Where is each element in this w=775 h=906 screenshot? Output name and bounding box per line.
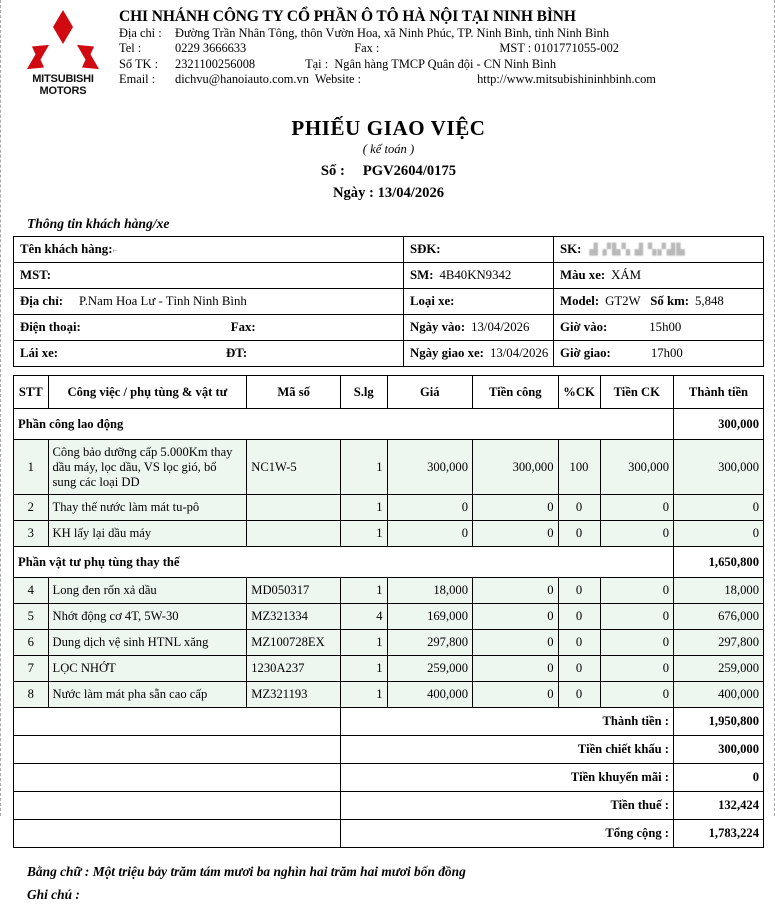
- labor-section-total: 300,000: [674, 409, 764, 440]
- cell-code: MZ321334: [247, 604, 341, 630]
- cell-labor: 300,000: [473, 440, 559, 495]
- gio-vao-label: Giờ vào:: [560, 320, 608, 334]
- cell-code: NC1W-5: [247, 440, 341, 495]
- cell-price: 0: [387, 495, 473, 521]
- cell-labor: 0: [473, 630, 559, 656]
- total-label: Tiền khuyến mãi :: [341, 764, 674, 792]
- table-row[interactable]: [14, 495, 764, 521]
- ngay-vao-value: 13/04/2026: [471, 320, 530, 334]
- cell-mau-xe[interactable]: [554, 263, 764, 289]
- note-label: Ghi chú :: [27, 887, 80, 902]
- email-value[interactable]: dichvu@hanoiauto.com.vn: [175, 72, 309, 87]
- table-row[interactable]: [14, 521, 764, 547]
- parts-section-label: Phần vật tư phụ tùng thay thế: [14, 547, 674, 578]
- bank-value: Ngân hàng TMCP Quân đội - CN Ninh Bình: [334, 56, 557, 71]
- document-subtitle: ( kế toán ): [362, 142, 415, 156]
- bank-label: Tại :: [305, 56, 329, 71]
- table-row[interactable]: [14, 604, 764, 630]
- cell-code: 1230A237: [247, 656, 341, 682]
- fax-label: Fax :: [354, 41, 380, 56]
- logo-text-motors: MOTORS: [39, 85, 87, 97]
- amount-in-words-label: Bằng chữ :: [27, 864, 90, 879]
- document-date-line: [13, 185, 764, 202]
- amount-in-words-line: [27, 860, 764, 883]
- col-labor: Tiền công: [473, 376, 559, 409]
- gio-vao-value: 15h00: [649, 320, 682, 334]
- cell-stt: 3: [14, 521, 49, 547]
- mau-xe-label: Màu xe:: [560, 268, 606, 282]
- cell-price: 169,000: [387, 604, 473, 630]
- address-line: [119, 26, 764, 42]
- total-row-thanh-tien: [14, 708, 764, 736]
- cell-qty: 1: [341, 656, 388, 682]
- cell-price: 0: [387, 521, 473, 547]
- cell-dien-thoai-fax[interactable]: [14, 315, 404, 341]
- cell-code: [247, 521, 341, 547]
- section-header-parts: [14, 547, 764, 578]
- customer-fax-label: Fax:: [230, 320, 256, 334]
- col-code: Mã số: [247, 376, 341, 409]
- tel-value: 0229 3666633: [175, 41, 247, 56]
- col-description: Công việc / phụ tùng & vật tư: [48, 376, 247, 409]
- total-row-tong-cong: [14, 820, 764, 848]
- cell-labor: 0: [473, 578, 559, 604]
- cell-gio-giao[interactable]: [554, 341, 764, 367]
- cell-loai-xe[interactable]: [404, 289, 554, 315]
- logo-text-mitsubishi: MITSUBISHI: [32, 73, 94, 85]
- cell-stt: 4: [14, 578, 49, 604]
- total-value: 132,424: [674, 792, 764, 820]
- table-row: [14, 315, 764, 341]
- document-date-label: Ngày :: [332, 185, 374, 201]
- cell-code: MD050317: [247, 578, 341, 604]
- lai-xe-label: Lái xe:: [20, 346, 59, 360]
- email-website-line: [119, 72, 764, 88]
- document-date-value: 13/04/2026: [377, 185, 445, 201]
- sdk-label: SĐK:: [410, 242, 441, 256]
- company-name: CHI NHÁNH CÔNG TY CỔ PHẦN Ô TÔ HÀ NỘI TẠI NINH BÌNH: [119, 8, 576, 25]
- cell-amount: 0: [674, 495, 764, 521]
- tel-fax-mst-line: [119, 41, 764, 57]
- cell-ck-amount: 300,000: [600, 440, 674, 495]
- cell-customer-name[interactable]: Tên khách hàng:⌐: [14, 237, 404, 263]
- document-title: PHIẾU GIAO VIỆC: [291, 116, 486, 140]
- cell-lai-xe-dt[interactable]: [14, 341, 404, 367]
- cell-stt: 6: [14, 630, 49, 656]
- cell-ck-pct: 100: [558, 440, 600, 495]
- bank-account-value: 2321100256008: [175, 56, 256, 71]
- cell-amount: 18,000: [674, 578, 764, 604]
- cell-ck-amount: 0: [600, 630, 674, 656]
- total-value: 1,783,224: [674, 820, 764, 848]
- document-number-value: PGV2604/0175: [362, 163, 457, 179]
- total-label: Thành tiền :: [341, 708, 674, 736]
- bank-account-label: Số TK :: [119, 56, 159, 71]
- cell-ck-pct: 0: [558, 630, 600, 656]
- mitsubishi-three-diamond-icon: [26, 10, 100, 72]
- cell-stt: 2: [14, 495, 49, 521]
- total-value: 0: [674, 764, 764, 792]
- cell-code: MZ321193: [247, 682, 341, 708]
- cell-labor: 0: [473, 495, 559, 521]
- cell-description: Công bảo dưỡng cấp 5.000Km thay dầu máy, lọc dầu, VS lọc gió, bổ sung các loại DD: [48, 440, 247, 495]
- total-label: Tổng cộng :: [341, 820, 674, 848]
- ngay-giao-xe-label: Ngày giao xe:: [410, 346, 484, 360]
- cell-amount: 297,800: [674, 630, 764, 656]
- gio-giao-label: Giờ giao:: [560, 346, 611, 360]
- cell-model-km[interactable]: [554, 289, 764, 315]
- note-line: [27, 883, 764, 906]
- total-label: Tiền chiết khấu :: [341, 736, 674, 764]
- section-header-labor: [14, 409, 764, 440]
- customer-info-table: [13, 236, 764, 367]
- cell-sdk[interactable]: [404, 237, 554, 263]
- ngay-vao-label: Ngày vào:: [410, 320, 466, 334]
- cell-labor: 0: [473, 521, 559, 547]
- cell-price: 297,800: [387, 630, 473, 656]
- mau-xe-value: XÁM: [611, 268, 642, 282]
- cell-qty: 1: [341, 578, 388, 604]
- sk-label: SK:: [560, 242, 582, 256]
- dien-thoai-label: Điện thoại:: [20, 320, 81, 334]
- letterhead: [13, 0, 764, 106]
- total-row-khuyen-mai: [14, 764, 764, 792]
- cell-ck-pct: 0: [558, 521, 600, 547]
- title-block: [13, 116, 764, 202]
- cell-labor: 0: [473, 604, 559, 630]
- gio-giao-value: 17h00: [650, 346, 683, 360]
- model-label: Model:: [560, 294, 600, 308]
- parts-section-total: 1,650,800: [674, 547, 764, 578]
- dia-chi-label: Địa chỉ:: [20, 294, 64, 308]
- sm-value: 4B40KN9342: [439, 268, 512, 282]
- cell-qty: 1: [341, 495, 388, 521]
- mst-value: 0101771055-002: [534, 41, 619, 56]
- cell-qty: 1: [341, 440, 388, 495]
- cell-ck-pct: 0: [558, 578, 600, 604]
- cell-ck-amount: 0: [600, 604, 674, 630]
- cell-stt: 8: [14, 682, 49, 708]
- sm-label: SM:: [410, 268, 434, 282]
- mst-label: MST :: [499, 41, 532, 56]
- cell-amount: 0: [674, 521, 764, 547]
- document-footer: [13, 860, 764, 906]
- cell-qty: 1: [341, 521, 388, 547]
- table-row[interactable]: [14, 682, 764, 708]
- cell-labor: 0: [473, 656, 559, 682]
- cell-price: 259,000: [387, 656, 473, 682]
- document-number-label: Số :: [320, 163, 345, 179]
- customer-mst-label: MST:: [20, 268, 52, 282]
- total-row-chiet-khau: [14, 736, 764, 764]
- cell-sk[interactable]: [554, 237, 764, 263]
- cell-code: MZ100728EX: [247, 630, 341, 656]
- cell-description: Nước làm mát pha sẵn cao cấp: [48, 682, 247, 708]
- cell-ck-pct: 0: [558, 682, 600, 708]
- col-qty: S.lg: [341, 376, 388, 409]
- company-logo: [13, 8, 113, 97]
- table-row: [14, 289, 764, 315]
- customer-name-label: Tên khách hàng:: [20, 242, 113, 256]
- cell-stt: 1: [14, 440, 49, 495]
- cell-ck-amount: 0: [600, 521, 674, 547]
- cell-description: Dung dịch vệ sinh HTNL xăng: [48, 630, 247, 656]
- email-label: Email :: [119, 72, 156, 87]
- so-km-value: 5,848: [695, 294, 724, 308]
- cell-ck-pct: 0: [558, 604, 600, 630]
- col-amount: Thành tiền: [674, 376, 764, 409]
- total-label: Tiền thuế :: [341, 792, 674, 820]
- sk-redacted-value: ▟ ▞▙▚ ▟ ▚▞▟▙: [589, 244, 686, 256]
- items-table: [13, 375, 764, 848]
- dia-chi-value: P.Nam Hoa Lư - Tỉnh Ninh Bình: [79, 294, 247, 308]
- table-row[interactable]: [14, 578, 764, 604]
- cell-ngay-vao[interactable]: [404, 315, 554, 341]
- cell-mst[interactable]: [14, 263, 404, 289]
- table-row: [14, 341, 764, 367]
- cell-ck-amount: 0: [600, 682, 674, 708]
- table-row[interactable]: [14, 440, 764, 495]
- cell-description: KH lấy lại dầu máy: [48, 521, 247, 547]
- cell-ck-amount: 0: [600, 656, 674, 682]
- cell-qty: 1: [341, 630, 388, 656]
- cell-amount: 259,000: [674, 656, 764, 682]
- cell-amount: 676,000: [674, 604, 764, 630]
- cell-amount: 400,000: [674, 682, 764, 708]
- cell-ck-amount: 0: [600, 578, 674, 604]
- col-price: Giá: [387, 376, 473, 409]
- cell-ck-pct: 0: [558, 656, 600, 682]
- cell-stt: 5: [14, 604, 49, 630]
- cell-description: LỌC NHỚT: [48, 656, 247, 682]
- tel-label: Tel :: [119, 41, 142, 56]
- total-value: 300,000: [674, 736, 764, 764]
- cell-qty: 4: [341, 604, 388, 630]
- col-ck-amount: Tiền CK: [600, 376, 674, 409]
- cell-ck-amount: 0: [600, 495, 674, 521]
- total-value: 1,950,800: [674, 708, 764, 736]
- col-ck-pct: %CK: [558, 376, 600, 409]
- model-value: GT2W: [605, 294, 641, 308]
- cell-description: Long đen rốn xả dầu: [48, 578, 247, 604]
- dt-label: ĐT:: [226, 346, 248, 360]
- cell-price: 300,000: [387, 440, 473, 495]
- table-row[interactable]: [14, 630, 764, 656]
- address-value: Đường Trần Nhân Tông, thôn Vườn Hoa, xã Ninh Phúc, TP. Ninh Bình, tỉnh Ninh Bình: [175, 25, 610, 40]
- cell-amount: 300,000: [674, 440, 764, 495]
- cell-gio-vao[interactable]: [554, 315, 764, 341]
- table-row: [14, 263, 764, 289]
- cell-description: Thay thế nước làm mát tu-pô: [48, 495, 247, 521]
- cell-stt: 7: [14, 656, 49, 682]
- cell-price: 18,000: [387, 578, 473, 604]
- cell-ngay-giao-xe[interactable]: [404, 341, 554, 367]
- cell-dia-chi[interactable]: [14, 289, 404, 315]
- cell-qty: 1: [341, 682, 388, 708]
- cell-description: Nhớt động cơ 4T, 5W-30: [48, 604, 247, 630]
- website-value[interactable]: http://www.mitsubishininhbinh.com: [477, 72, 656, 87]
- cell-price: 400,000: [387, 682, 473, 708]
- bank-account-line: [119, 57, 764, 73]
- so-km-label: Số km:: [650, 294, 690, 308]
- items-header-row: [14, 376, 764, 409]
- table-row[interactable]: [14, 656, 764, 682]
- loai-xe-label: Loại xe:: [410, 294, 455, 308]
- total-row-thue: [14, 792, 764, 820]
- col-stt: STT: [14, 376, 49, 409]
- cell-sm[interactable]: [404, 263, 554, 289]
- labor-section-label: Phần công lao động: [14, 409, 674, 440]
- table-row: [14, 237, 764, 263]
- amount-in-words-value: Một triệu bảy trăm tám mươi ba nghìn hai trăm hai mươi bốn đồng: [92, 864, 466, 879]
- website-label: Website :: [314, 72, 362, 87]
- document-number-line: [13, 163, 764, 180]
- cell-code: [247, 495, 341, 521]
- ngay-giao-xe-value: 13/04/2026: [489, 346, 549, 360]
- cell-labor: 0: [473, 682, 559, 708]
- customer-section-caption: Thông tin khách hàng/xe: [27, 216, 170, 231]
- address-label: Địa chỉ :: [119, 25, 162, 40]
- cell-ck-pct: 0: [558, 495, 600, 521]
